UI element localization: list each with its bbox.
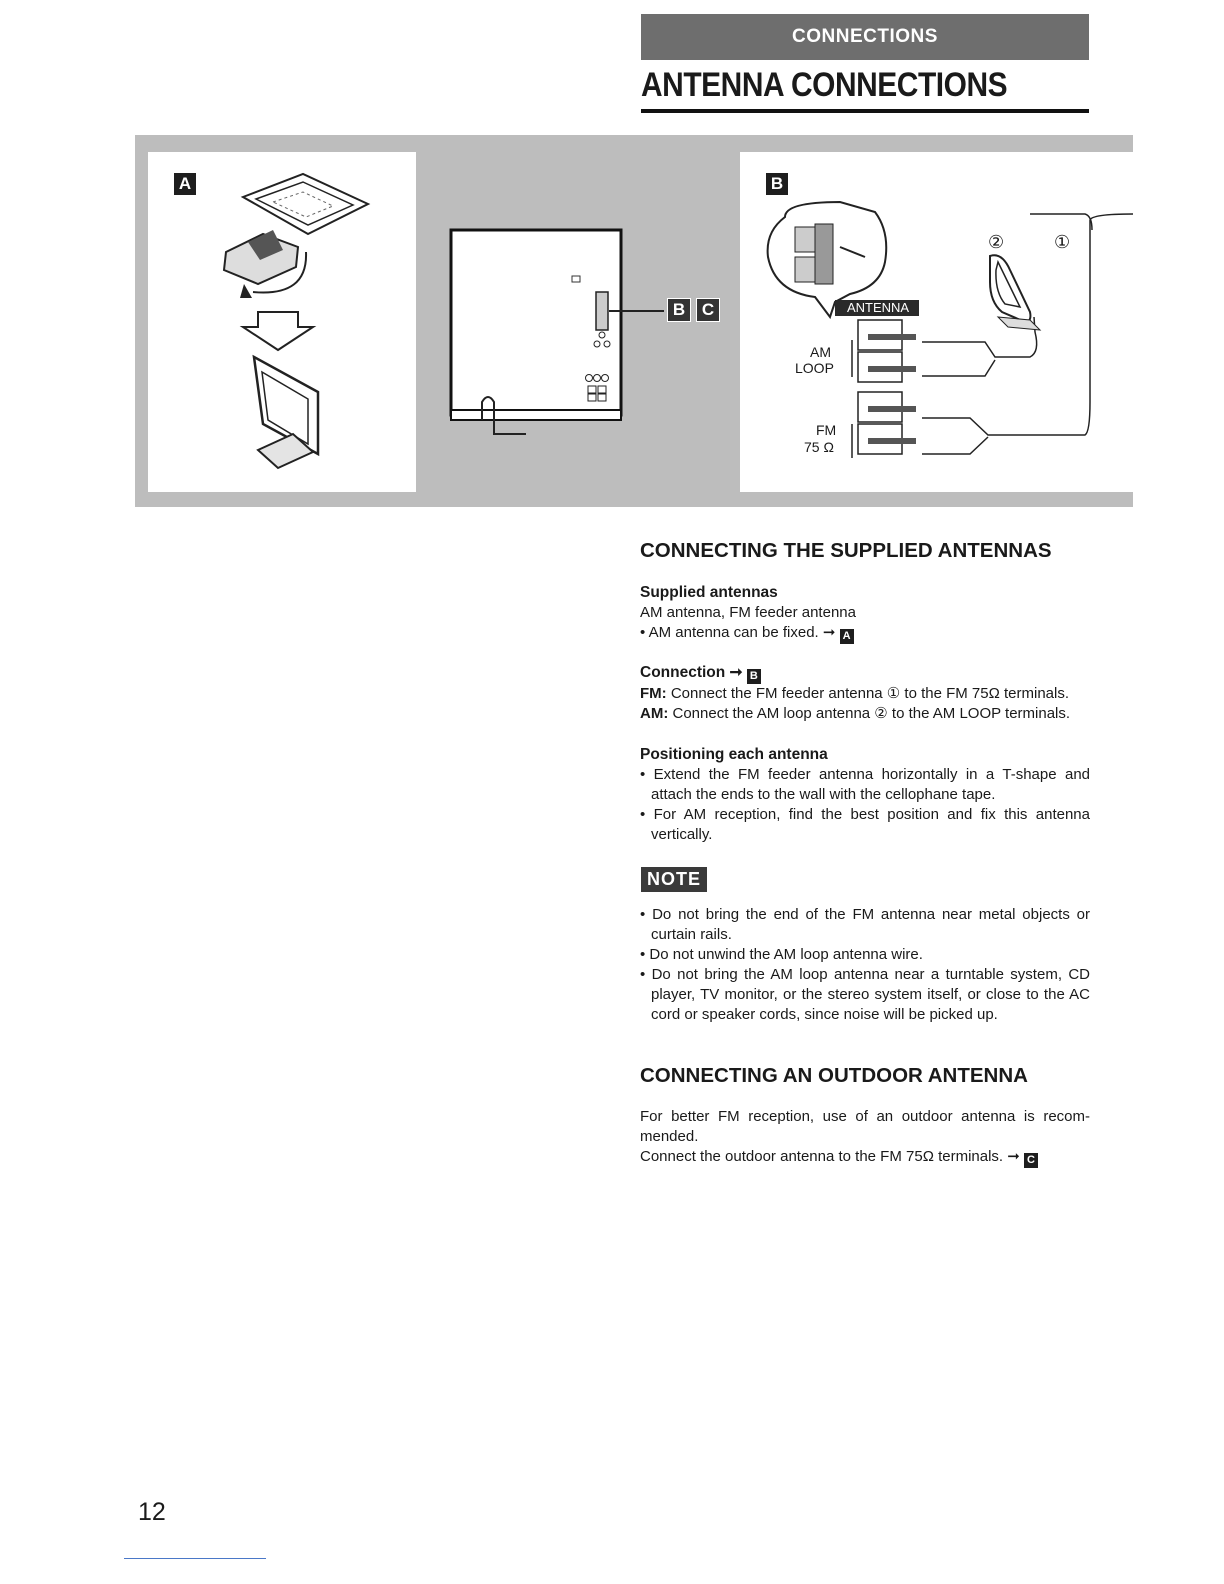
am-label: AM: [640, 705, 669, 722]
ref-a: A [840, 629, 854, 644]
panel-b-label: B [766, 173, 788, 195]
note-item: • Do not bring the AM loop antenna near a turntable system, CD player, TV monitor, or the stereo system itself, or close to the AC cord or speaker cords, since noise will be picked up. [640, 966, 1090, 1023]
connection-block [640, 663, 1090, 724]
am-connection-text: Connect the AM loop antenna ② to the AM LOOP terminals. [668, 705, 1071, 722]
subheading-supplied-antennas: Supplied antennas [640, 584, 778, 601]
positioning-bullet-am: • For AM reception, find the best position and fix this antenna vertically. [640, 806, 1090, 843]
page-title: ANTENNA CONNECTIONS [641, 66, 1008, 104]
positioning-bullet-fm: • Extend the FM feeder antenna horizontally in a T-shape and attach the ends to the wall with the cellophane tape. [640, 766, 1090, 803]
title-underline [641, 109, 1089, 113]
outdoor-antenna-text: For better FM reception, use of an outdoor antenna is recom-mended. [640, 1108, 1090, 1145]
outdoor-connect-text: Connect the outdoor antenna to the FM 75Ω terminals. ➞ [640, 1148, 1020, 1165]
figure-panel-b [740, 152, 1133, 492]
stereo-unit-rear-illustration [416, 152, 740, 492]
note-item: • Do not bring the end of the FM antenna near metal objects or curtain rails. [640, 906, 1090, 943]
antenna-terminal-label: ANTENNA [846, 300, 910, 315]
heading-supplied-antennas: CONNECTING THE SUPPLIED ANTENNAS [640, 539, 1052, 562]
section-label: CONNECTIONS [792, 26, 938, 47]
note-badge: NOTE [641, 867, 707, 892]
fm-antenna-number: ① [1054, 232, 1071, 252]
fm-connection-text: Connect the FM feeder antenna ① to the FM 75Ω terminals. [666, 685, 1070, 702]
am-antenna-number: ② [988, 232, 1005, 252]
subheading-positioning: Positioning each antenna [640, 746, 828, 763]
callout-b-label: B [667, 298, 691, 322]
am-terminal-label: AM [810, 344, 831, 360]
note-item: • Do not unwind the AM loop antenna wire. [640, 946, 923, 963]
ref-b: B [747, 669, 761, 684]
antenna-terminals-illustration [740, 152, 1133, 492]
heading-outdoor-antenna: CONNECTING AN OUTDOOR ANTENNA [640, 1064, 1028, 1087]
figure-panel-a [148, 152, 416, 492]
loop-terminal-label: LOOP [795, 360, 834, 376]
supplied-antennas-text: AM antenna, FM feeder antenna [640, 604, 856, 621]
ohm-terminal-label: 75 Ω [804, 439, 834, 455]
note-list [640, 905, 1090, 1025]
section-header-bar [641, 14, 1089, 60]
subheading-connection: Connection ➞ [640, 664, 743, 681]
supplied-antennas-block [640, 583, 1090, 644]
am-antenna-stand-illustration [148, 152, 416, 492]
page-number: 12 [138, 1498, 166, 1526]
footer-rule [124, 1558, 266, 1559]
fm-label: FM: [640, 685, 667, 702]
panel-a-label: A [174, 173, 196, 195]
callout-c-label: C [696, 298, 720, 322]
positioning-block [640, 745, 1090, 845]
am-fixed-text: • AM antenna can be fixed. ➞ [640, 624, 836, 641]
ref-c: C [1024, 1153, 1038, 1168]
outdoor-antenna-block [640, 1107, 1090, 1168]
fm-terminal-label: FM [816, 422, 837, 438]
